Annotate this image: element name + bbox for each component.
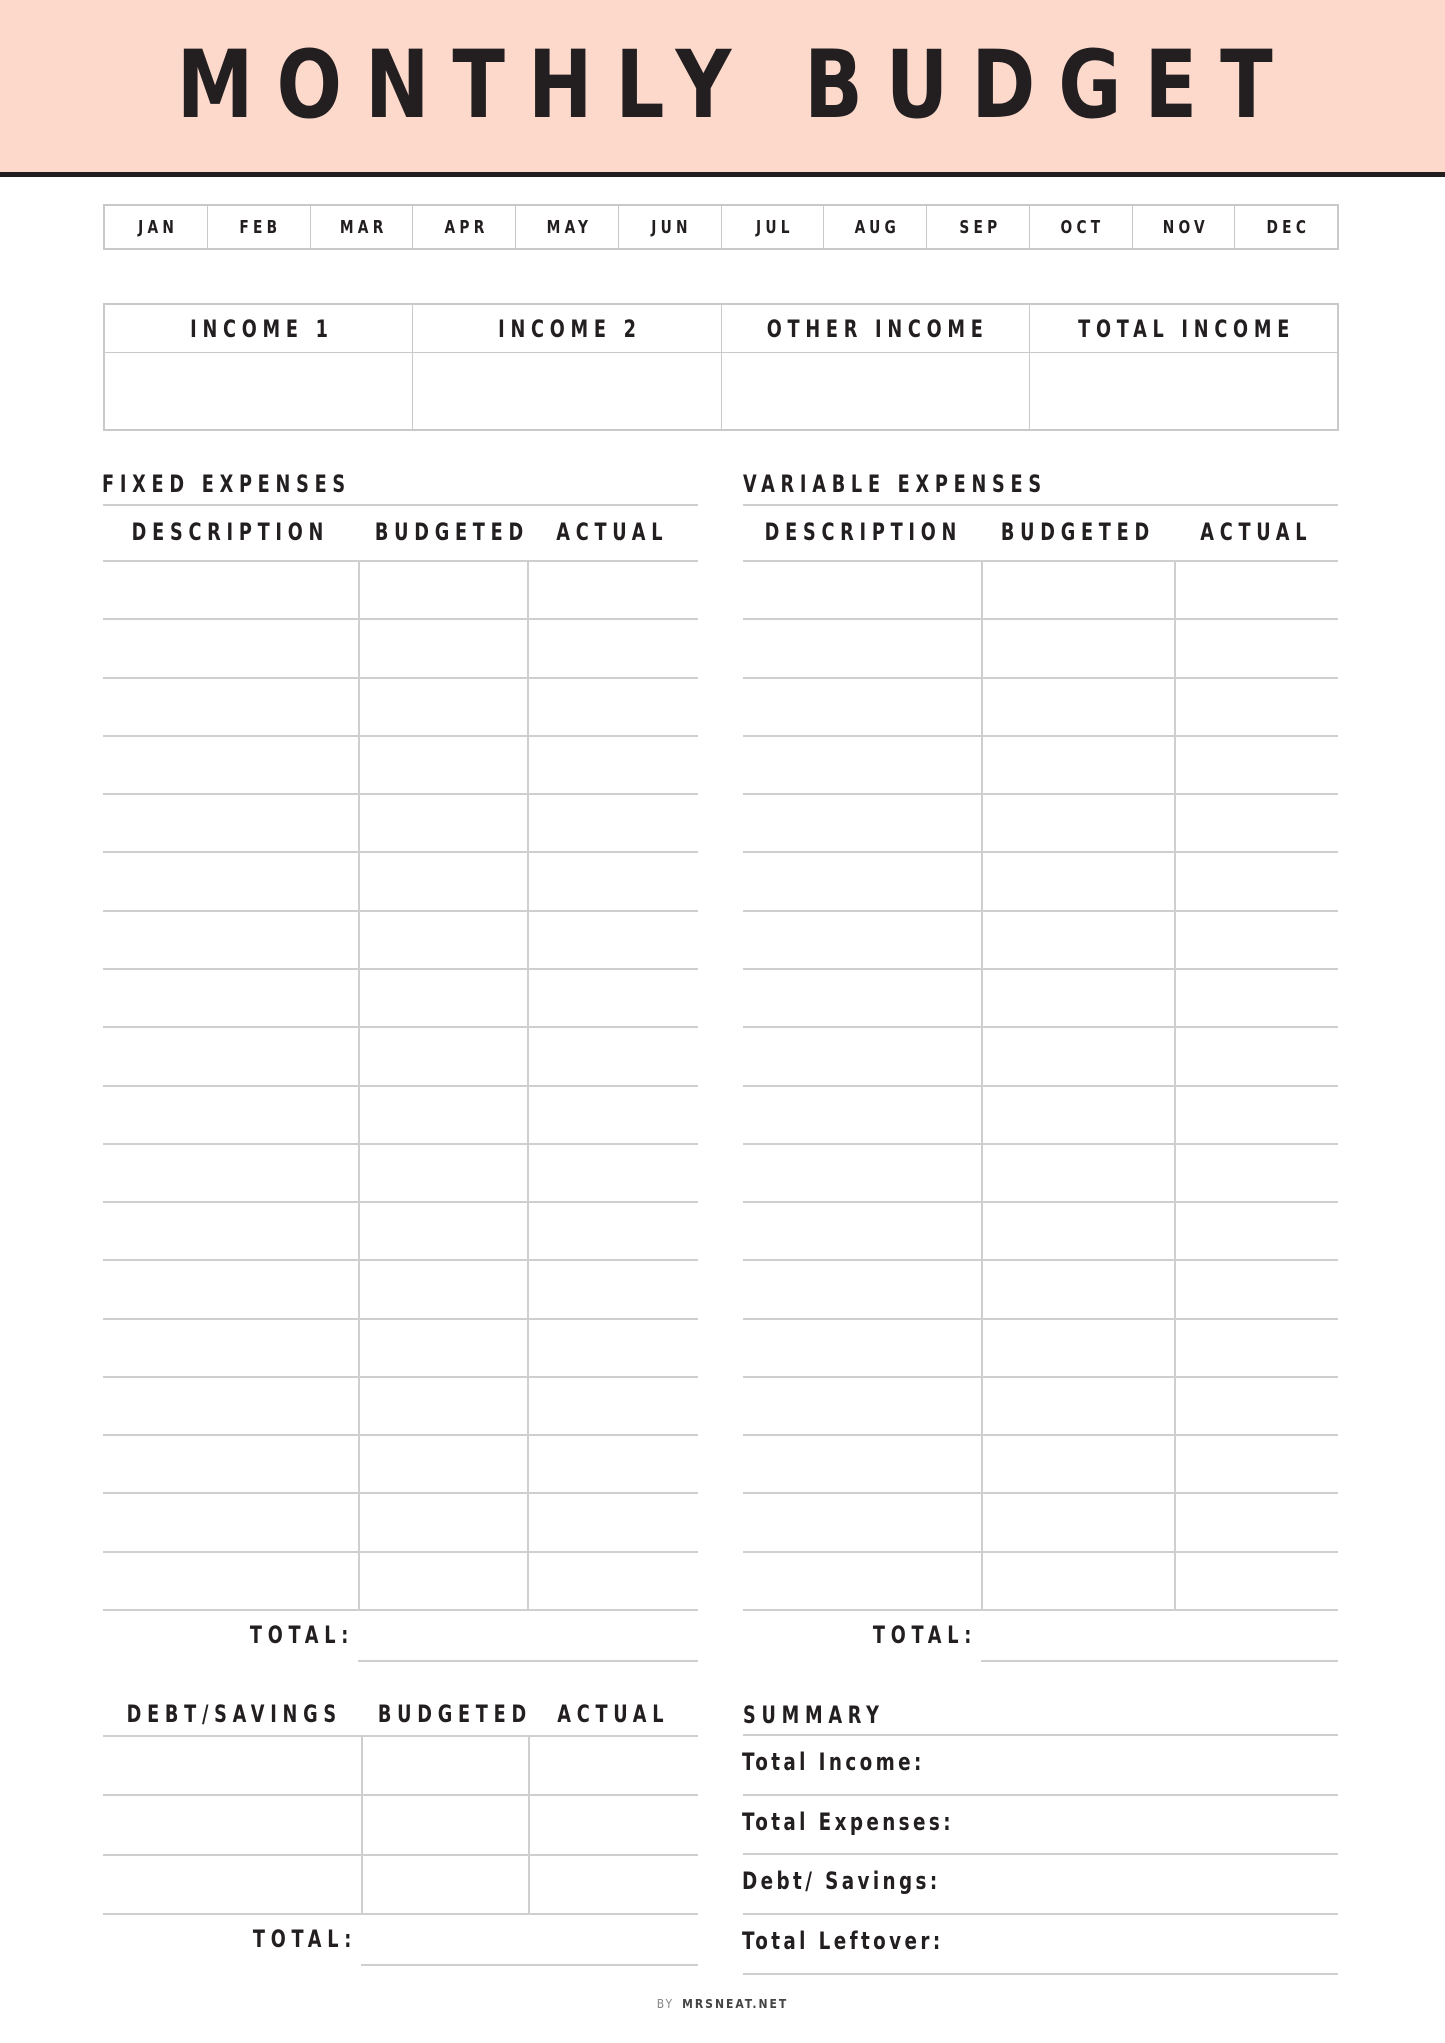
budgeted-cell[interactable] <box>981 1551 1174 1609</box>
month-label: DEC <box>1266 216 1311 238</box>
divider-line <box>981 1660 1338 1662</box>
month-aug[interactable] <box>824 206 927 248</box>
income-header-label: OTHER INCOME <box>767 314 989 343</box>
summary-value-field[interactable] <box>960 1794 1338 1853</box>
column-header-label: ACTUAL <box>556 518 669 546</box>
month-label: MAY <box>546 216 592 238</box>
footer-credit <box>0 1997 1445 2011</box>
summary-item-label: Total Income: <box>742 1748 925 1776</box>
actual-cell[interactable] <box>527 1492 698 1550</box>
description-cell[interactable] <box>103 1201 358 1259</box>
income-header-label: INCOME 2 <box>497 314 642 343</box>
month-label: MAR <box>339 216 388 238</box>
actual-cell[interactable] <box>527 1434 698 1492</box>
actual-cell[interactable] <box>1174 618 1338 676</box>
description-cell[interactable] <box>103 851 358 909</box>
income-header <box>413 305 720 353</box>
budgeted-cell[interactable] <box>981 1143 1174 1201</box>
budgeted-cell[interactable] <box>981 793 1174 851</box>
actual-cell[interactable] <box>1174 1259 1338 1317</box>
budgeted-cell[interactable] <box>358 910 527 968</box>
budgeted-cell[interactable] <box>981 618 1174 676</box>
divider-line <box>361 1964 698 1966</box>
description-cell[interactable] <box>103 1085 358 1143</box>
income-column <box>722 305 1030 429</box>
month-jul[interactable] <box>722 206 825 248</box>
summary-item-label: Total Leftover: <box>742 1927 944 1955</box>
budgeted-cell[interactable] <box>981 1318 1174 1376</box>
budgeted-cell[interactable] <box>361 1794 528 1853</box>
budgeted-cell[interactable] <box>358 1201 527 1259</box>
column-header-label: ACTUAL <box>557 1700 669 1728</box>
variable-expenses-title: VARIABLE EXPENSES <box>743 470 1047 498</box>
month-jun[interactable] <box>619 206 722 248</box>
budgeted-cell[interactable] <box>358 677 527 735</box>
description-cell[interactable] <box>743 1143 981 1201</box>
column-header-budgeted <box>981 518 1174 546</box>
actual-cell[interactable] <box>527 1551 698 1609</box>
budgeted-cell[interactable] <box>981 735 1174 793</box>
actual-cell[interactable] <box>1174 1492 1338 1550</box>
actual-cell[interactable] <box>528 1794 698 1853</box>
budgeted-cell[interactable] <box>981 1376 1174 1434</box>
actual-cell[interactable] <box>528 1854 698 1913</box>
actual-cell[interactable] <box>1174 735 1338 793</box>
month-jan[interactable] <box>105 206 208 248</box>
budgeted-cell[interactable] <box>981 677 1174 735</box>
actual-cell[interactable] <box>1174 851 1338 909</box>
actual-cell[interactable] <box>527 677 698 735</box>
actual-cell[interactable] <box>1174 910 1338 968</box>
actual-cell[interactable] <box>1174 1376 1338 1434</box>
summary-title: SUMMARY <box>743 1701 885 1729</box>
actual-cell[interactable] <box>1174 677 1338 735</box>
footer-site: MRSNEAT.NET <box>682 1997 789 2011</box>
description-cell[interactable] <box>103 1318 358 1376</box>
income-value-field[interactable] <box>105 353 412 429</box>
total-label-text: TOTAL: <box>252 1925 357 1953</box>
month-dec[interactable] <box>1235 206 1337 248</box>
month-label: JUN <box>651 216 693 238</box>
description-cell[interactable] <box>103 677 358 735</box>
column-header-label: BUDGETED <box>1000 518 1155 546</box>
actual-cell[interactable] <box>527 618 698 676</box>
column-header-label: DESCRIPTION <box>764 518 963 546</box>
summary-item-debt-savings <box>742 1867 976 1895</box>
budgeted-cell[interactable] <box>358 1376 527 1434</box>
summary-value-field[interactable] <box>960 1853 1338 1913</box>
description-cell[interactable] <box>743 1551 981 1609</box>
description-cell[interactable] <box>103 1854 361 1913</box>
description-cell[interactable] <box>743 910 981 968</box>
income-header-label: TOTAL INCOME <box>1077 314 1295 343</box>
actual-cell[interactable] <box>1174 1143 1338 1201</box>
budgeted-cell[interactable] <box>361 1735 528 1794</box>
budgeted-cell[interactable] <box>358 618 527 676</box>
budgeted-cell[interactable] <box>358 1492 527 1550</box>
divider-line <box>103 504 698 506</box>
column-header-budgeted <box>361 1700 532 1728</box>
budgeted-cell[interactable] <box>358 1085 527 1143</box>
income-header <box>722 305 1029 353</box>
description-cell[interactable] <box>743 1085 981 1143</box>
budgeted-cell[interactable] <box>358 1143 527 1201</box>
total-label <box>850 1621 977 1649</box>
month-nov[interactable] <box>1133 206 1236 248</box>
actual-cell[interactable] <box>1174 968 1338 1026</box>
budgeted-cell[interactable] <box>981 851 1174 909</box>
income-header-label: INCOME 1 <box>189 314 334 343</box>
actual-cell[interactable] <box>527 1376 698 1434</box>
divider-line <box>743 504 1338 506</box>
budgeted-cell[interactable] <box>358 1551 527 1609</box>
actual-cell[interactable] <box>1174 1551 1338 1609</box>
month-label: NOV <box>1162 216 1209 238</box>
income-column <box>1030 305 1337 429</box>
actual-cell[interactable] <box>1174 560 1338 618</box>
description-cell[interactable] <box>743 1492 981 1550</box>
description-cell[interactable] <box>743 1318 981 1376</box>
description-cell[interactable] <box>103 793 358 851</box>
total-label-text: TOTAL: <box>872 1621 977 1649</box>
description-cell[interactable] <box>743 793 981 851</box>
description-cell[interactable] <box>103 1551 358 1609</box>
summary-value-field[interactable] <box>960 1913 1338 1973</box>
month-label: OCT <box>1060 216 1105 238</box>
description-cell[interactable] <box>743 1201 981 1259</box>
actual-cell[interactable] <box>1174 1318 1338 1376</box>
divider-line <box>743 1973 1338 1975</box>
footer-by: BY <box>656 1997 675 2011</box>
month-label: SEP <box>958 216 1002 238</box>
budgeted-cell[interactable] <box>981 1492 1174 1550</box>
description-cell[interactable] <box>743 1434 981 1492</box>
income-header <box>1030 305 1337 353</box>
column-header-label: DEBT/SAVINGS <box>126 1700 342 1728</box>
description-cell[interactable] <box>103 1735 361 1794</box>
description-cell[interactable] <box>743 1259 981 1317</box>
total-value-field[interactable] <box>358 1609 698 1660</box>
description-cell[interactable] <box>743 968 981 1026</box>
month-mar[interactable] <box>311 206 414 248</box>
column-header-debt-savings <box>103 1700 361 1728</box>
description-cell[interactable] <box>103 968 358 1026</box>
actual-cell[interactable] <box>527 851 698 909</box>
actual-cell[interactable] <box>527 560 698 618</box>
income-value-field[interactable] <box>722 353 1029 429</box>
total-value-field[interactable] <box>981 1609 1338 1660</box>
budgeted-cell[interactable] <box>358 1026 527 1084</box>
actual-cell[interactable] <box>527 1085 698 1143</box>
description-cell[interactable] <box>743 618 981 676</box>
income-column <box>413 305 721 429</box>
income-table <box>103 303 1339 431</box>
actual-cell[interactable] <box>1174 793 1338 851</box>
month-oct[interactable] <box>1030 206 1133 248</box>
column-header-label: ACTUAL <box>1200 518 1312 546</box>
actual-cell[interactable] <box>527 910 698 968</box>
column-header-description <box>103 518 358 546</box>
column-header-label: BUDGETED <box>374 518 529 546</box>
actual-cell[interactable] <box>527 793 698 851</box>
actual-cell[interactable] <box>527 1318 698 1376</box>
description-cell[interactable] <box>103 1434 358 1492</box>
actual-cell[interactable] <box>1174 1434 1338 1492</box>
actual-cell[interactable] <box>527 1201 698 1259</box>
summary-item-total-income <box>742 1748 957 1776</box>
summary-value-field[interactable] <box>960 1734 1338 1794</box>
budgeted-cell[interactable] <box>981 1434 1174 1492</box>
month-apr[interactable] <box>413 206 516 248</box>
actual-cell[interactable] <box>527 1026 698 1084</box>
budgeted-cell[interactable] <box>981 1085 1174 1143</box>
total-label-text: TOTAL: <box>249 1621 354 1649</box>
month-selector <box>103 204 1339 250</box>
budgeted-cell[interactable] <box>981 1259 1174 1317</box>
description-cell[interactable] <box>743 677 981 735</box>
actual-cell[interactable] <box>527 1143 698 1201</box>
total-value-field[interactable] <box>361 1913 698 1964</box>
description-cell[interactable] <box>103 1143 358 1201</box>
budgeted-cell[interactable] <box>358 1434 527 1492</box>
divider-line <box>358 1660 698 1662</box>
summary-item-total-expenses <box>742 1808 991 1836</box>
description-cell[interactable] <box>103 1794 361 1853</box>
budgeted-cell[interactable] <box>358 851 527 909</box>
description-cell[interactable] <box>103 1259 358 1317</box>
description-cell[interactable] <box>103 560 358 618</box>
actual-cell[interactable] <box>1174 1201 1338 1259</box>
income-header <box>105 305 412 353</box>
actual-cell[interactable] <box>1174 1026 1338 1084</box>
column-header-description <box>743 518 981 546</box>
actual-cell[interactable] <box>527 1259 698 1317</box>
income-column <box>105 305 413 429</box>
summary-item-label: Debt/ Savings: <box>742 1867 941 1895</box>
description-cell[interactable] <box>103 1376 358 1434</box>
budgeted-cell[interactable] <box>361 1854 528 1913</box>
description-cell[interactable] <box>743 1376 981 1434</box>
actual-cell[interactable] <box>528 1735 698 1794</box>
budgeted-cell[interactable] <box>981 968 1174 1026</box>
income-value-field[interactable] <box>1030 353 1337 429</box>
month-label: JAN <box>137 216 179 238</box>
budgeted-cell[interactable] <box>981 560 1174 618</box>
actual-cell[interactable] <box>527 968 698 1026</box>
column-header-actual <box>1174 518 1338 546</box>
page-header <box>0 0 1445 177</box>
description-cell[interactable] <box>103 618 358 676</box>
column-header-budgeted <box>358 518 527 546</box>
description-cell[interactable] <box>743 851 981 909</box>
budgeted-cell[interactable] <box>981 1201 1174 1259</box>
budgeted-cell[interactable] <box>981 910 1174 968</box>
description-cell[interactable] <box>103 735 358 793</box>
month-label: FEB <box>239 216 282 238</box>
budgeted-cell[interactable] <box>358 1259 527 1317</box>
column-header-actual <box>528 1700 698 1728</box>
total-label <box>227 1621 354 1649</box>
month-label: APR <box>444 216 489 238</box>
column-header-label: BUDGETED <box>377 1700 532 1728</box>
description-cell[interactable] <box>103 1492 358 1550</box>
description-cell[interactable] <box>103 910 358 968</box>
description-cell[interactable] <box>743 735 981 793</box>
month-label: AUG <box>854 216 900 238</box>
fixed-expenses-title: FIXED EXPENSES <box>102 470 351 498</box>
summary-item-label: Total Expenses: <box>742 1808 954 1836</box>
description-cell[interactable] <box>743 560 981 618</box>
budgeted-cell[interactable] <box>358 560 527 618</box>
month-may[interactable] <box>516 206 619 248</box>
month-feb[interactable] <box>208 206 311 248</box>
total-label <box>230 1925 357 1953</box>
budgeted-cell[interactable] <box>358 968 527 1026</box>
month-sep[interactable] <box>927 206 1030 248</box>
month-label: JUL <box>755 216 794 238</box>
actual-cell[interactable] <box>527 735 698 793</box>
description-cell[interactable] <box>103 1026 358 1084</box>
income-value-field[interactable] <box>413 353 720 429</box>
actual-cell[interactable] <box>1174 1085 1338 1143</box>
budgeted-cell[interactable] <box>981 1026 1174 1084</box>
column-header-label: DESCRIPTION <box>131 518 330 546</box>
budgeted-cell[interactable] <box>358 1318 527 1376</box>
description-cell[interactable] <box>743 1026 981 1084</box>
column-header-actual <box>527 518 698 546</box>
page-title: MONTHLY BUDGET <box>177 31 1296 140</box>
budgeted-cell[interactable] <box>358 793 527 851</box>
summary-item-total-leftover <box>742 1927 979 1955</box>
budgeted-cell[interactable] <box>358 735 527 793</box>
